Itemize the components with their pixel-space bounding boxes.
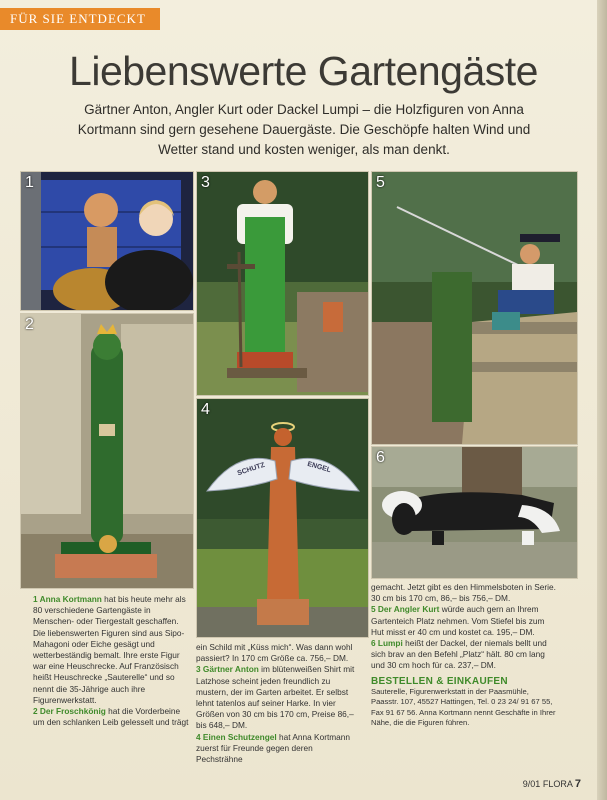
caption-text-4: hat Anna Kortmann zuerst für Freunde gegen deren Pechsträhne xyxy=(196,731,351,765)
caption-lead-1: 1 Anna Kortmann xyxy=(33,594,102,604)
photo-1 xyxy=(20,171,194,311)
photo-2-art xyxy=(21,314,193,588)
photo-3-number: 3 xyxy=(201,174,210,191)
page-footer xyxy=(523,778,581,790)
paragraph-kurt xyxy=(371,604,556,638)
caption-text-6: heißt der Dackel, der niemals bellt und sich brav an den Befehl „Platz“ hält. 80 cm lang und 30 cm hoch für ca. 237,– DM. xyxy=(371,638,547,671)
photo-3-art xyxy=(197,172,368,395)
caption-text-3: im blütenweißen Shirt mit Latzhose scheint jeden freundlich zu mustern, der im Garten arbeitet. Er selbst lehnt tatenlos auf seiner Harke. In vier Größen von 30 cm bis 170 cm, Preise 86,– bis 648,– DM. xyxy=(196,664,355,731)
caption-lead-3: 3 Gärtner Anton xyxy=(196,664,259,675)
order-info: Sauterelle, Figurenwerkstatt in der Paasmühle, Paasstr. 107, 45527 Hattingen, Tel. 0 23 24/ 91 67 55, Fax 91 67 56. Anna Kortmann nennt Geschäfte in Ihrer Nähe, die die Figuren führen. xyxy=(371,686,556,728)
paragraph-engel xyxy=(196,732,361,766)
order-heading: BESTELLEN & EINKAUFEN xyxy=(371,675,508,687)
photo-5-art xyxy=(372,172,577,444)
photo-2-number: 2 xyxy=(25,316,34,333)
caption-text-2: hat die Vorderbeine um den schlanken Leib gelesselt und trägt xyxy=(33,706,189,728)
photo-6 xyxy=(371,446,578,579)
magazine-name: FLORA xyxy=(542,779,573,789)
caption-lead-2: 2 Der Froschkönig xyxy=(33,706,106,717)
caption-lead-5: 5 Der Angler Kurt xyxy=(371,604,440,615)
photo-4-number: 4 xyxy=(201,401,210,418)
deck-text: Gärtner Anton, Angler Kurt oder Dackel Lumpi – die Holzfiguren von Anna Kortmann sind gern gesehene Dauergäste. Die Geschöpfe halten Wind und Wetter stand und kosten weniger, als man denkt. xyxy=(77,102,531,157)
caption-lead-6: 6 Lumpi xyxy=(371,638,403,649)
photo-3 xyxy=(196,171,369,396)
photo-4 xyxy=(196,398,369,638)
section-tag: FÜR SIE ENTDECKT xyxy=(0,8,160,30)
paragraph-lumpi xyxy=(371,638,556,672)
wing-left-text: SCHUTZ xyxy=(236,461,266,478)
text-column-1 xyxy=(33,594,190,728)
photo-5 xyxy=(371,171,578,445)
caption-lead-4: 4 Einen Schutzengel xyxy=(196,731,277,742)
text-column-3 xyxy=(371,582,556,728)
photo-6-art xyxy=(372,447,577,578)
page-gutter xyxy=(597,0,607,800)
caption-text-5: würde auch gern an Ihrem Gartenteich Platz nehmen. Vom Stiefel bis zum Hut misst er 40 cm und kostet ca. 195,– DM. xyxy=(371,604,545,637)
photo-6-number: 6 xyxy=(376,449,385,466)
photo-2 xyxy=(20,313,194,589)
paragraph-engel-cont: gemacht. Jetzt gibt es den Himmelsboten in Serie. 30 cm bis 170 cm, 86,– bis 756,– DM. xyxy=(371,582,556,604)
paragraph-frosch-cont: ein Schild mit „Küss mich“. Was dann wohl passiert? In 170 cm Größe ca. 756,– DM. xyxy=(196,642,353,664)
paragraph-frosch xyxy=(33,706,190,728)
paragraph-anton xyxy=(196,664,361,731)
photo-1-number: 1 xyxy=(25,174,34,191)
caption-text-1: hat bis heute mehr als 80 verschiedene Gartengäste in Menschen- oder Tiergestalt geschaffen. Die liebenswerten Figuren sind aus Sipo-Mahagoni oder Eiche gesägt und wetterbeständig bemalt. Ihre erste Figur war eine Heuschrecke. Auf Französisch heißt Heuschrecke „Sauterelle“ und so nennt die 35-Jährige auch ihre Figurenwerkstatt. xyxy=(33,594,186,705)
page-number: 7 xyxy=(574,778,581,790)
photo-5-number: 5 xyxy=(376,174,385,191)
wing-right-text: ENGEL xyxy=(306,460,332,475)
photo-1-art xyxy=(21,172,193,310)
paragraph-anna xyxy=(33,594,190,706)
text-column-2 xyxy=(196,642,361,765)
photo-4-art xyxy=(197,399,368,637)
headline: Liebenswerte Gartengäste xyxy=(69,48,538,94)
issue-number: 9/01 xyxy=(522,779,541,789)
